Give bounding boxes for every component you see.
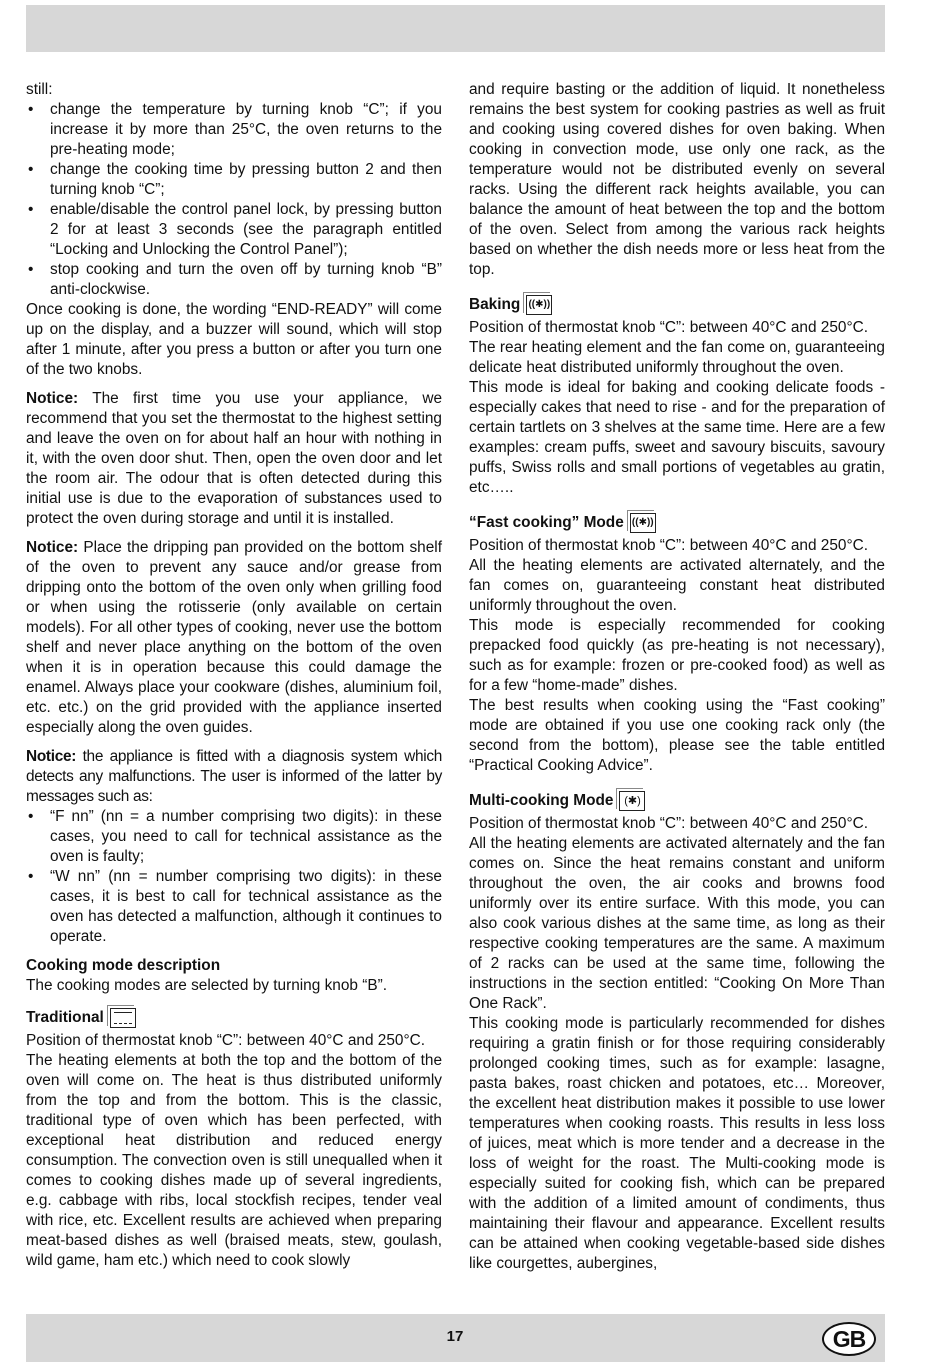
fast-cooking-text: The best results when cooking using the “Fast cooking” mode are obtained if you use one cooking rack only (the second from the bottom), please see the table entitled “Practical Cooking Advice”. bbox=[469, 697, 885, 774]
left-column bbox=[26, 80, 442, 1271]
notice-paragraph-2 bbox=[26, 538, 442, 738]
fast-cooking-text: All the heating elements are activated alternately, and the fan comes on, guaranteeing constant heat distributed uniformly throughout the oven. bbox=[469, 557, 885, 614]
multi-cooking-heading bbox=[469, 788, 885, 814]
traditional-title: Traditional bbox=[26, 1009, 104, 1026]
list-item: • change the cooking time by pressing button 2 and then turning knob “C”; bbox=[26, 160, 442, 200]
list-item: • enable/disable the control panel lock, by pressing button 2 for at least 3 seconds (see the paragraph entitled “Locking and Unlocking the Control Panel”); bbox=[26, 200, 442, 260]
notice-label: Notice: bbox=[26, 539, 79, 556]
traditional-heading bbox=[26, 1005, 442, 1031]
baking-position: Position of thermostat knob “C”: between 40°C and 250°C. bbox=[469, 319, 868, 336]
section-text: The cooking modes are selected by turning knob “B”. bbox=[26, 977, 388, 994]
baking-heading bbox=[469, 292, 885, 318]
notice-text: The first time you use your appliance, we recommend that you set the thermostat to the highest setting and leave the oven on for about half an hour with nothing in it, with the oven door shut. Then, open the oven door and let the room air. The odour that is often detected during this initial use is due to the evaporation of substances used to protect the oven during storage and until it is installed. bbox=[26, 390, 442, 527]
list-item: • “W nn” (nn = number comprising two digits): in these cases, it is best to call for technical assistance as the oven has detected a malfunction, although it continues to operate. bbox=[26, 867, 442, 947]
baking-title: Baking bbox=[469, 296, 521, 313]
page-number: 17 bbox=[446, 1328, 464, 1345]
traditional-position: Position of thermostat knob “C”: between 40°C and 250°C. bbox=[26, 1032, 425, 1049]
multi-cooking-icon: (✱) bbox=[619, 791, 645, 811]
fast-cooking-title: “Fast cooking” Mode bbox=[469, 514, 624, 531]
traditional-continued: and require basting or the addition of liquid. It nonetheless remains the best system for cooking pastries as well as fruit and cooking using covered dishes for oven baking. When cooking in convection mode, use only one rack, as the temperature would not be distributed evenly on several racks. Using the different rack heights available, you can balance the amount of heat between the top and the bottom of the oven. Select from among the various rack heights based on whether the dish needs more or less heat from the top. bbox=[469, 81, 885, 278]
notice-label: Notice: bbox=[26, 390, 79, 407]
multi-cooking-title: Multi-cooking Mode bbox=[469, 792, 614, 809]
fan-bake-icon: ((✱)) bbox=[526, 295, 552, 315]
baking-text: The rear heating element and the fan come on, guaranteeing delicate heat distributed uniformly throughout the oven. bbox=[469, 339, 885, 376]
operation-bullet-list bbox=[26, 100, 442, 300]
multi-cooking-text: All the heating elements are activated alternately and the fan comes on. Since the heat remains constant and uniform throughout the oven, the air cooks and browns food uniformly over its entire surface. With this mode, you can also cook various dishes at the same time, as long as their respective cooking temperatures are the same. A maximum of 2 racks can be used at the same time, following the instructions in the section entitled: “Cooking On More Than One Rack”. bbox=[469, 835, 885, 1012]
multi-cooking-position: Position of thermostat knob “C”: between 40°C and 250°C. bbox=[469, 815, 868, 832]
header-bar bbox=[26, 5, 885, 52]
list-item: • change the temperature by turning knob “C”; if you increase it by more than 25°C, the oven returns to the pre-heating mode; bbox=[26, 100, 442, 160]
notice-paragraph-3 bbox=[26, 747, 442, 807]
traditional-text: The heating elements at both the top and the bottom of the oven will come on. The heat is thus distributed uniformly from the top and from the bottom. This is the classic, traditional type of oven which has been perfected, with exceptional heat distribution and reduced energy consumption. The convection oven is still unequalled when it comes to cooking dishes made up of several ingredients, e.g. cabbage with ribs, local stockfish recipes, tender veal with rice, etc. Excellent results are achieved when preparing meat-based dishes as well (braised meats, stew, goulash, wild game, ham etc.) which need to cook slowly bbox=[26, 1052, 442, 1269]
baking-text: This mode is ideal for baking and cooking delicate foods - especially cakes that need to rise - and for the preparation of certain tartlets on 3 shelves at the same time. Here are a few examples: cream puffs, sweet and savoury biscuits, savoury puffs, Swiss rolls and small portions of vegetables au gratin, etc….. bbox=[469, 379, 885, 496]
section-heading: Cooking mode description bbox=[26, 957, 221, 974]
notice-text: Place the dripping pan provided on the bottom shelf of the oven to prevent any sauce and/or grease from dripping onto the bottom of the oven only when grilling food or when using the rotisserie (only available on certain models). For all other types of cooking, never use the bottom shelf and never place anything on the bottom of the oven when it is in operation because this could damage the enamel. Always place your cookware (dishes, aluminium foil, etc. etc.) on the grid provided with the appliance inserted especially along the oven guides. bbox=[26, 539, 442, 736]
fast-cooking-position: Position of thermostat knob “C”: between 40°C and 250°C. bbox=[469, 537, 868, 554]
list-item: • stop cooking and turn the oven off by turning knob “B” anti-clockwise. bbox=[26, 260, 442, 300]
notice-text: the appliance is fitted with a diagnosis system which detects any malfunctions. The user is informed of the latter by messages such as: bbox=[26, 748, 442, 805]
end-ready-paragraph: Once cooking is done, the wording “END-READY” will come up on the display, and a buzzer will sound, which will stop after 1 minute, after you press a button or after you turn one of the two knobs. bbox=[26, 301, 442, 378]
intro-text: still: bbox=[26, 81, 53, 98]
language-badge: GB bbox=[822, 1322, 876, 1356]
right-column bbox=[469, 80, 885, 1274]
multi-cooking-text: This cooking mode is particularly recommended for dishes requiring a gratin finish or for those requiring considerably prolonged cooking times, such as for example: lasagne, pasta bakes, roast chicken and potatoes, etc… Moreover, the excellent heat distribution makes it possible to use lower temperatures when cooking roasts. This results in less loss of juices, meat which is more tender and a decrease in the loss of weight for the roast. The Multi-cooking mode is especially suited for cooking fish, which can be prepared with the addition of a limited amount of condiments, thus maintaining their flavour and appearance. Excellent results can be attained when cooking vegetable-based side dishes like courgettes, aubergines, bbox=[469, 1015, 885, 1272]
notice-label: Notice: bbox=[26, 748, 77, 765]
fast-cooking-heading bbox=[469, 510, 885, 536]
diagnosis-bullet-list bbox=[26, 807, 442, 947]
traditional-oven-icon bbox=[110, 1008, 136, 1028]
fast-cooking-text: This mode is especially recommended for cooking prepacked food quickly (as pre-heating is not necessary), such as for example: frozen or pre-cooked food) as well as for a few “home-made” dishes. bbox=[469, 617, 885, 694]
list-item: • “F nn” (nn = a number comprising two digits): in these cases, you need to call for technical assistance as the oven is faulty; bbox=[26, 807, 442, 867]
notice-paragraph-1 bbox=[26, 389, 442, 529]
fast-cooking-icon: ((✱)) bbox=[630, 513, 656, 533]
